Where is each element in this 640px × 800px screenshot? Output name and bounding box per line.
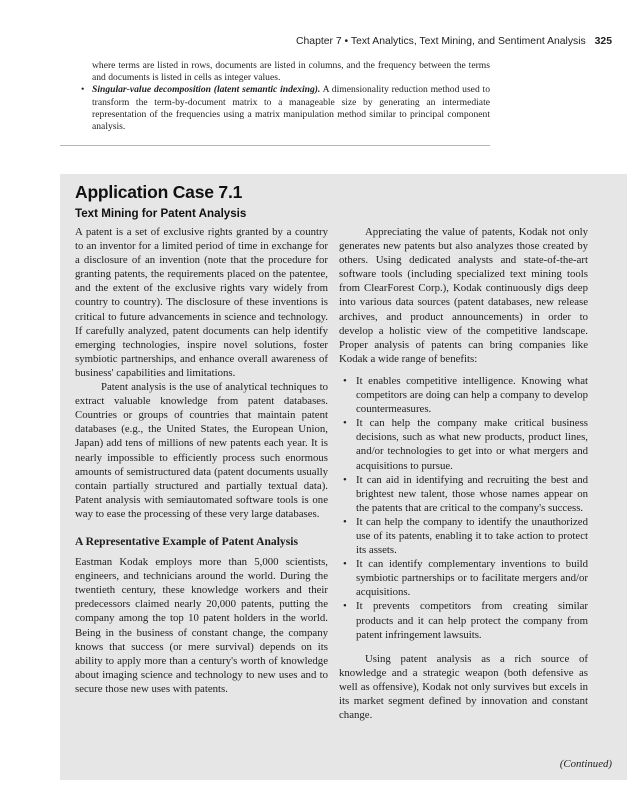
intro-text bbox=[76, 60, 490, 133]
bullet-marker: • bbox=[343, 473, 347, 486]
running-head bbox=[60, 36, 612, 47]
chapter-title: Text Analytics, Text Mining, and Sentiment Analysis bbox=[350, 36, 586, 47]
bullet-marker: • bbox=[343, 515, 347, 528]
section-heading: A Representative Example of Patent Analysis bbox=[75, 534, 298, 548]
divider bbox=[60, 145, 490, 146]
bullet-marker: • bbox=[343, 558, 347, 571]
list-item: • It can help the company make critical business decisions, such as what new products, product lines, and/or technologies to get into or what mergers and acquisitions to pursue. bbox=[343, 417, 588, 472]
separator: • bbox=[344, 36, 349, 47]
page-number: 325 bbox=[594, 36, 612, 47]
continued-label: (Continued) bbox=[559, 758, 612, 770]
bullet-marker: • bbox=[343, 600, 347, 613]
intro-bullet bbox=[76, 84, 490, 133]
chapter-label: Chapter 7 bbox=[296, 36, 342, 47]
intro-continuation: where terms are listed in rows, documents are listed in columns, and the frequency between the terms and documents is listed in cells as integer values. bbox=[92, 60, 490, 84]
right-column bbox=[339, 225, 588, 722]
left-column bbox=[75, 225, 328, 696]
list-item: • It can aid in identifying and recruiting the best and brightest new talent, those whose names appear on the patents that are critical to the company's success. bbox=[343, 473, 588, 514]
benefits-list bbox=[339, 374, 588, 642]
paragraph: A patent is a set of exclusive rights granted by a country to an inventor for a limited period of time in exchange for a disclosure of an invention (note that the procedure for granting patents, the requirements placed on the patentee, and the extent of the exclusive rights vary widely from country to country). The disclosure of these inventions is critical to future advancements in science and technology. If carefully analyzed, patent documents can help identify emerging technologies, inspire novel solutions, foster symbiotic partnerships, and enhance overall awareness of business' capabilities and limitations. bbox=[75, 226, 328, 379]
case-subtitle: Text Mining for Patent Analysis bbox=[75, 207, 247, 220]
bullet-term: Singular-value decomposition (latent semantic indexing). bbox=[92, 84, 321, 96]
bullet-text: A dimensionality reduction method used to transform the term-by-document matrix to a manageable size by generating an intermediate representation of the frequencies using a matrix manipulation method similar to principal component analysis. bbox=[92, 84, 490, 133]
list-item: • It can identify complementary inventions to build symbiotic partnerships or to facilitate mergers and/or acquisitions. bbox=[343, 558, 588, 599]
bullet-marker: • bbox=[81, 84, 85, 96]
paragraph: Patent analysis is the use of analytical techniques to extract valuable knowledge from patent databases. Countries or groups of countries that maintain patent databases (e.g., the United States, the European Union, Japan) add tens of millions of new patents each year. It is nearly impossible to efficiently process such enormous amounts of semistructured data (patent documents usually contain partially structured and partially textual data). Patent analysis with semiautomated software tools is one way to ease the processing of these very large databases. bbox=[75, 381, 328, 520]
paragraph: Eastman Kodak employs more than 5,000 scientists, engineers, and technicians around the world. During the twentieth century, these knowledge workers and their predecessors claimed nearly 20,000 patents, putting the company among the top 10 patent holders in the world. Being in the business of constant change, the company knows that success (or mere survival) depends on its ability to apply more than a century's worth of knowledge about imaging science and technology to new uses and to secure those new uses with patents. bbox=[75, 556, 328, 695]
case-title: Application Case 7.1 bbox=[75, 182, 243, 202]
bullet-marker: • bbox=[343, 374, 347, 387]
paragraph: Appreciating the value of patents, Kodak not only generates new patents but also analyzes those created by others. Using dedicated analysts and state-of-the-art software tools (including specialized text mining tools from ClearForest Corp.), Kodak continuously digs deep into various data sources (patent databases, new release archives, and product announcements) in order to develop a holistic view of the competitive landscape. Proper analysis of patents can bring companies like Kodak a wide range of benefits: bbox=[339, 226, 588, 365]
bullet-marker: • bbox=[343, 417, 347, 430]
list-item: • It enables competitive intelligence. Knowing what competitors are doing can help a company to develop countermeasures. bbox=[343, 374, 588, 416]
list-item: • It can help the company to identify the unauthorized use of its patents, enabling it to take action to protect its assets. bbox=[343, 515, 588, 557]
list-item: • It prevents competitors from creating similar products and it can help protect the company from patent infringement lawsuits. bbox=[343, 600, 588, 641]
paragraph: Using patent analysis as a rich source of knowledge and a strategic weapon (both defensive as well as offensive), Kodak not only survives but excels in its market segment defined by innovation and constant change. bbox=[339, 652, 588, 722]
